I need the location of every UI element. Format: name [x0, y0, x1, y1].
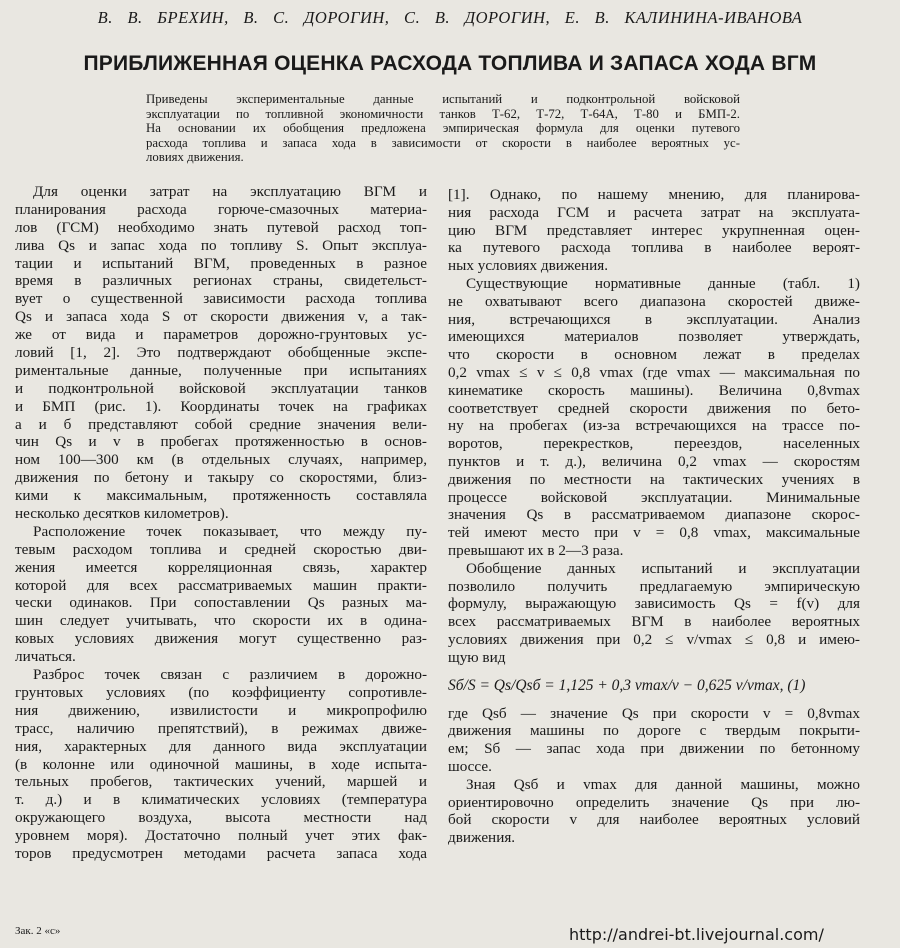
abstract-line: эксплуатации по топливной экономичности танков Т-62, Т-72, Т-64А, Т-80 и БМП-2. — [146, 106, 740, 121]
text-line: ния, встречающихся в эксплуатации. Анализ — [448, 310, 860, 328]
text-line: лов (ГСМ) необходимо знать путевой расход топ- — [15, 218, 427, 236]
text-line: грунтовых условиях (по коэффициенту сопротивле- — [15, 683, 427, 701]
text-line: имеющихся материалов позволяет утверждать, — [448, 328, 860, 346]
text-line: время в различных регионах страны, свидетельст- — [15, 272, 427, 290]
text-line: движения. — [448, 829, 516, 847]
text-line: движения по бетону и такыру со скоростями, близ- — [15, 469, 427, 487]
text-line: кинематике скорость машины). Величина 0,8vmax — [448, 381, 860, 399]
abstract-line: На основании их обобщения предложена эмпирическая формула для оценки путевого — [146, 121, 740, 136]
text-line: планирования расхода горюче-смазочных материа- — [15, 200, 427, 218]
text-line: ловий [1, 2]. Это подтверждают обобщенные экспе- — [15, 344, 427, 362]
abstract-line: ловиях движения. — [146, 150, 244, 165]
text-line: чин Qs и v в пробегах протяженностью в основ- — [15, 433, 427, 451]
text-line: кими к максимальным, протяженность составляла — [15, 487, 427, 505]
text-line: вует о существенной зависимости расхода топлива — [15, 290, 427, 308]
text-line: Разброс точек связан с различием в дорожно- — [33, 666, 427, 684]
text-line: Расположение точек показывает, что между пу- — [33, 522, 427, 540]
text-line: риментальные данные, полученные при испытаниях — [15, 361, 427, 379]
text-line: где Qsб — значение Qs при скорости v = 0,8vmax — [448, 704, 860, 722]
text-line: тельных пробегов, тактических учений, маршей и — [15, 773, 427, 791]
text-line: трасс, наличию препятствий), в режимах движе- — [15, 719, 427, 737]
text-line: 0,2 vmax ≤ v ≤ 0,8 vmax (где vmax — максимальная по — [448, 363, 860, 381]
text-line: т. д.) и в климатических условиях (температура — [15, 791, 427, 809]
authors-line: В. В. БРЕХИН, В. С. ДОРОГИН, С. В. ДОРОГИН, Е. В. КАЛИНИНА-ИВАНОВА — [97, 8, 803, 27]
text-line: ном 100—300 км (в отдельных случаях, например, — [15, 451, 427, 469]
article-title: ПРИБЛИЖЕННАЯ ОЦЕНКА РАСХОДА ТОПЛИВА И ЗАПАСА ХОДА ВГМ — [83, 52, 817, 75]
text-line: что скорости в основном лежат в пределах — [448, 346, 860, 364]
text-line: соответствует средней скорости движения по бето- — [448, 399, 860, 417]
text-line: ка путевого расхода топлива в наиболее вероят- — [448, 239, 860, 257]
text-line: ния движению, извилистости и микропрофилю — [15, 701, 427, 719]
text-line: позволило получить предлагаемую эмпирическую — [448, 577, 860, 595]
text-line: шин следует учитывать, что скорости их в одина- — [15, 612, 427, 630]
text-line: же от вида и параметров дорожно-грунтовых ус- — [15, 326, 427, 344]
text-line: тевым расходом топлива и средней скоростью дви- — [15, 540, 427, 558]
text-line: цию ВГМ представляет интерес укрупненная оцен- — [448, 221, 860, 239]
text-line: процессе войсковой эксплуатации. Минимальные — [448, 488, 860, 506]
text-line: (в колонне или одиночной машины, в ходе испыта- — [15, 755, 427, 773]
text-line: уровнем моря). Достаточно полный учет этих фак- — [15, 827, 427, 845]
text-line: несколько десятков километров). — [15, 505, 229, 523]
text-line: условиях движения при 0,2 ≤ v/vmax ≤ 0,8 и имею- — [448, 630, 860, 648]
text-line: ем; Sб — запас хода при движении по бетонному — [448, 740, 860, 758]
text-line: чески одинаков. При сопоставлении Qs разных ма- — [15, 594, 427, 612]
formula-1: Sб/S = Qs/Qsб = 1,125 + 0,3 vmax/v − 0,625 v/vmax, (1) — [448, 676, 806, 694]
text-line: ну на пробегах (из-за встречающихся на трассе по- — [448, 417, 860, 435]
text-line: пунктов и т. д.), величина 0,2 vmax — скоростям — [448, 452, 860, 470]
abstract-line: Приведены экспериментальные данные испытаний и подконтрольной войсковой — [146, 92, 740, 106]
text-line: ния расхода ГСМ и расчета затрат на эксплуата- — [448, 203, 860, 221]
text-line: жения имеется корреляционная связь, характер — [15, 558, 427, 576]
text-line: всех рассматриваемых ВГМ в наиболее вероятных — [448, 613, 860, 631]
text-line: движения по местности на тактических учениях в — [448, 470, 860, 488]
abstract-line: расхода топлива и запаса хода в зависимости от скорости в наиболее вероятных ус- — [146, 135, 740, 150]
text-line: щую вид — [448, 648, 506, 666]
text-line: Зная Qsб и vmax для данной машины, можно — [466, 775, 860, 793]
text-line: движения машины по дороге с твердым покрыти- — [448, 722, 860, 740]
text-line: ных условиях движения. — [448, 257, 609, 275]
text-line: ковых условиях движения могут существенно раз- — [15, 630, 427, 648]
text-line: Существующие нормативные данные (табл. 1) — [466, 274, 860, 292]
text-line: Обобщение данных испытаний и эксплуатации — [466, 559, 860, 577]
text-line: ния, характерных для данного вида эксплуатации — [15, 737, 427, 755]
text-line: и подконтрольной войсковой эксплуатации танков — [15, 379, 427, 397]
text-line: тации и испытаний ВГМ, проведенных в разное — [15, 254, 427, 272]
footer-url[interactable]: http://andrei-bt.livejournal.com/ — [569, 925, 824, 944]
text-line: бой скорости v для наиболее вероятных условий — [448, 811, 860, 829]
text-line: окружающего воздуха, высота местности над — [15, 809, 427, 827]
text-line: ориентировочно определить значение Qs при лю- — [448, 793, 860, 811]
footer-order: Зак. 2 «с» — [15, 925, 61, 937]
text-line: шоссе. — [448, 757, 492, 775]
text-line: значения Qs в рассматриваемом диапазоне скорос- — [448, 506, 860, 524]
text-line: превышают их в 2—3 раза. — [448, 541, 624, 559]
text-line: торов предусмотрен методами расчета запаса хода — [15, 844, 427, 862]
text-line: Qs и запаса хода S от скорости движения v, а так- — [15, 308, 427, 326]
text-line: не охватывают всего диапазона скоростей движе- — [448, 292, 860, 310]
text-line: формулу, выражающую зависимость Qs = f(v) для — [448, 595, 860, 613]
text-line: тей имеют место при v = 0,8 vmax, максимальные — [448, 524, 860, 542]
text-line: Для оценки затрат на эксплуатацию ВГМ и — [33, 183, 427, 200]
text-line: личаться. — [15, 648, 76, 666]
abstract — [146, 92, 740, 165]
right-column — [448, 186, 860, 847]
text-line: а и б представляют собой средние значения вели- — [15, 415, 427, 433]
left-column — [15, 183, 427, 863]
text-line: [1]. Однако, по нашему мнению, для планирова- — [448, 186, 860, 203]
text-line: воротов, перекрестков, переездов, населенных — [448, 435, 860, 453]
text-line: которой для всех рассматриваемых машин практи- — [15, 576, 427, 594]
text-line: и БМП (рис. 1). Координаты точек на графиках — [15, 397, 427, 415]
text-line: лива Qs и запас хода по топливу S. Опыт эксплуа- — [15, 236, 427, 254]
